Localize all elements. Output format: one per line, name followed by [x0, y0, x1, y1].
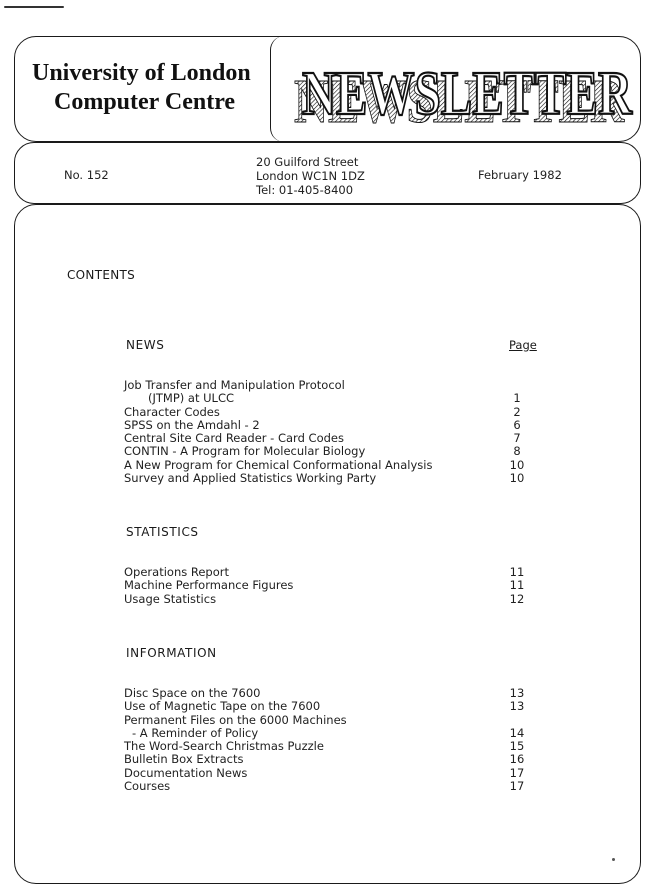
information-list: [124, 687, 544, 793]
toc-entry-title: CONTIN - A Program for Molecular Biology: [124, 444, 366, 459]
toc-entry-page: 13: [509, 686, 525, 700]
toc-entry-title: SPSS on the Amdahl - 2: [124, 417, 260, 432]
toc-entry-title: Central Site Card Reader - Card Codes: [124, 431, 344, 446]
toc-entry-page: 2: [513, 404, 521, 419]
toc-entry-title: - A Reminder of Policy: [132, 725, 259, 740]
address-line: 20 Guilford Street: [256, 155, 359, 169]
svg-text:NEWSLETTER: NEWSLETTER: [294, 68, 625, 130]
toc-entry-page: 10: [509, 457, 525, 472]
page-column-label: Page: [509, 338, 537, 352]
scan-mark: [4, 6, 64, 8]
toc-entry-page: 17: [509, 765, 525, 780]
address-line: Tel: 01-405-8400: [256, 183, 354, 197]
toc-entry-page: 14: [509, 725, 525, 740]
toc-entry-title: Disc Space on the 7600: [124, 686, 261, 700]
toc-entry-title: Job Transfer and Manipulation Protocol: [124, 378, 345, 392]
toc-entry-page: 11: [509, 565, 525, 579]
news-list: [124, 379, 544, 485]
toc-entry[interactable]: [124, 687, 544, 700]
toc-entry-page: 17: [509, 779, 525, 794]
toc-entry-title: The Word-Search Christmas Puzzle: [124, 739, 324, 754]
toc-entry-page: 7: [513, 431, 521, 446]
toc-entry[interactable]: [124, 445, 544, 458]
toc-entry-page: 11: [509, 578, 525, 593]
toc-entry[interactable]: [124, 579, 544, 592]
issue-number: No. 152: [64, 168, 109, 182]
toc-entry-title: Survey and Applied Statistics Working Party: [124, 471, 377, 486]
toc-entry-page: 6: [513, 417, 521, 432]
toc-entry-page: 12: [509, 591, 525, 606]
toc-entry[interactable]: [124, 566, 544, 579]
toc-entry-title: A New Program for Chemical Conformational Analysis: [124, 457, 433, 472]
toc-entry-page: 16: [509, 752, 525, 767]
address-block: [256, 155, 365, 197]
toc-entry-page: 13: [509, 699, 525, 714]
institution-title-line1: University of London: [32, 60, 251, 86]
toc-entry-title: Bulletin Box Extracts: [124, 752, 244, 767]
toc-entry-title: Operations Report: [124, 565, 229, 579]
toc-entry-page: 10: [509, 471, 525, 486]
toc-entry[interactable]: [124, 432, 544, 445]
section-heading-statistics: STATISTICS: [126, 525, 199, 539]
svg-text:NEWSLETTER: NEWSLETTER: [302, 60, 633, 128]
toc-entry-title: Courses: [124, 779, 171, 794]
toc-entry-page: 8: [513, 444, 521, 459]
issue-date: February 1982: [478, 168, 562, 182]
toc-entry-title: Machine Performance Figures: [124, 578, 294, 593]
toc-entry[interactable]: [124, 472, 544, 485]
toc-entry-title: Permanent Files on the 6000 Machines: [124, 712, 347, 727]
toc-entry[interactable]: [124, 419, 544, 432]
toc-entry-page: 1: [513, 391, 521, 406]
section-heading-information: INFORMATION: [126, 646, 217, 660]
institution-title-line2: Computer Centre: [54, 89, 236, 115]
toc-entry[interactable]: [124, 727, 544, 740]
toc-entry[interactable]: [124, 780, 544, 793]
toc-entry[interactable]: [124, 459, 544, 472]
newsletter-logo: [286, 56, 634, 130]
scan-speck: [612, 858, 615, 861]
toc-entry-page: 15: [509, 739, 525, 754]
contents-heading: CONTENTS: [67, 268, 136, 282]
address-line: London WC1N 1DZ: [256, 169, 365, 183]
toc-entry-title: Documentation News: [124, 765, 248, 780]
toc-entry-title: Character Codes: [124, 404, 220, 419]
statistics-list: [124, 566, 544, 606]
toc-entry[interactable]: [124, 753, 544, 766]
toc-entry[interactable]: [124, 392, 544, 405]
toc-entry-title: (JTMP) at ULCC: [148, 391, 234, 406]
toc-entry-title: Usage Statistics: [124, 591, 217, 606]
toc-entry[interactable]: [124, 379, 544, 392]
section-heading-news: NEWS: [126, 338, 165, 352]
toc-entry[interactable]: [124, 767, 544, 780]
toc-entry[interactable]: [124, 406, 544, 419]
toc-entry-title: Use of Magnetic Tape on the 7600: [124, 699, 321, 714]
masthead-divider: [270, 36, 284, 142]
toc-entry[interactable]: [124, 714, 544, 727]
toc-entry[interactable]: [124, 700, 544, 713]
toc-entry[interactable]: [124, 593, 544, 606]
toc-entry[interactable]: [124, 740, 544, 753]
